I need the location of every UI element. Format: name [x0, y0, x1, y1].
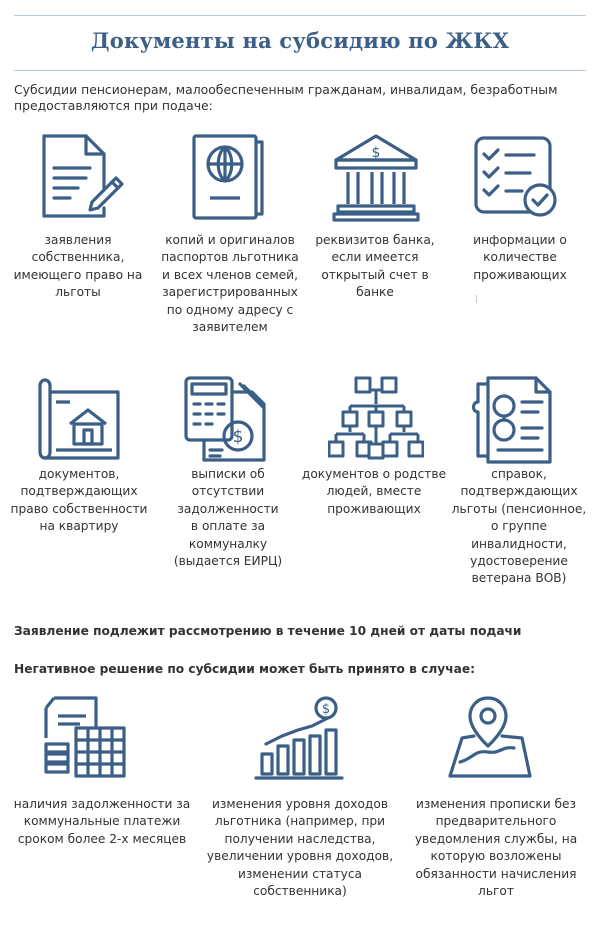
review-note: Заявление подлежит рассмотрению в течение 10 дней от даты подачи — [14, 624, 522, 638]
document-caption-7: документов о родстве людей, вместе проживающих — [301, 467, 447, 516]
reason-caption-2: изменения уровня доходов льготника (например, при получении наследства, увеличении уровня доходов, изменении статуса собственника) — [206, 797, 394, 899]
map-pin-icon — [440, 688, 536, 784]
income-growth-icon — [252, 696, 348, 792]
title-rule — [14, 70, 586, 71]
reason-caption-3: изменения прописки без предварительного уведомления службы, на которую возложены обязанности начисления льгот — [414, 797, 578, 899]
document-caption-3: реквизитов банка, если имеется открытый счет в банке — [315, 233, 435, 300]
bank-building-icon — [328, 128, 424, 224]
document-caption-4: информации о количестве проживающих — [473, 233, 567, 282]
svg-text:$: $ — [371, 145, 381, 161]
document-caption-5: документов, подтверждающих право собственности на квартиру — [10, 467, 148, 534]
calculator-invoice-icon — [180, 372, 276, 468]
family-tree-icon — [328, 372, 424, 468]
reason-caption-1: наличия задолженности за коммунальные платежи сроком более 2-х месяцев — [13, 797, 191, 846]
document-caption-6: выписки об отсутствии задолженности в оплате за коммуналку (выдается ЕИРЦ) — [173, 467, 283, 569]
document-caption-2: копий и оригиналов паспортов льготника и всех членов семей, зарегистрированных по одному адресу с заявителем — [161, 233, 299, 335]
top-rule — [14, 15, 586, 16]
debt-bills-icon — [36, 688, 132, 784]
certificate-glasses-icon — [468, 372, 564, 468]
passport-globe-icon — [180, 128, 276, 224]
property-plan-icon — [30, 372, 126, 468]
negative-decision-heading: Негативное решение по субсидии может быть принято в случае: — [14, 662, 475, 676]
column-separator — [476, 295, 477, 303]
document-caption-1: заявления собственника, имеющего право на льготы — [13, 233, 143, 300]
intro-text: Субсидии пенсионерам, малообеспеченным гражданам, инвалидам, безработным предоставляются при подаче: — [14, 82, 558, 113]
svg-text:$: $ — [321, 702, 331, 717]
document-caption-8: справок, подтверждающих льготы (пенсионное, о группе инвалидности, удостоверение ветерана ВОВ) — [451, 467, 587, 586]
page-title: Документы на субсидию по ЖКХ — [90, 28, 510, 53]
checklist-icon — [468, 128, 564, 224]
document-pen-icon — [30, 128, 126, 224]
svg-text:$: $ — [232, 427, 244, 447]
